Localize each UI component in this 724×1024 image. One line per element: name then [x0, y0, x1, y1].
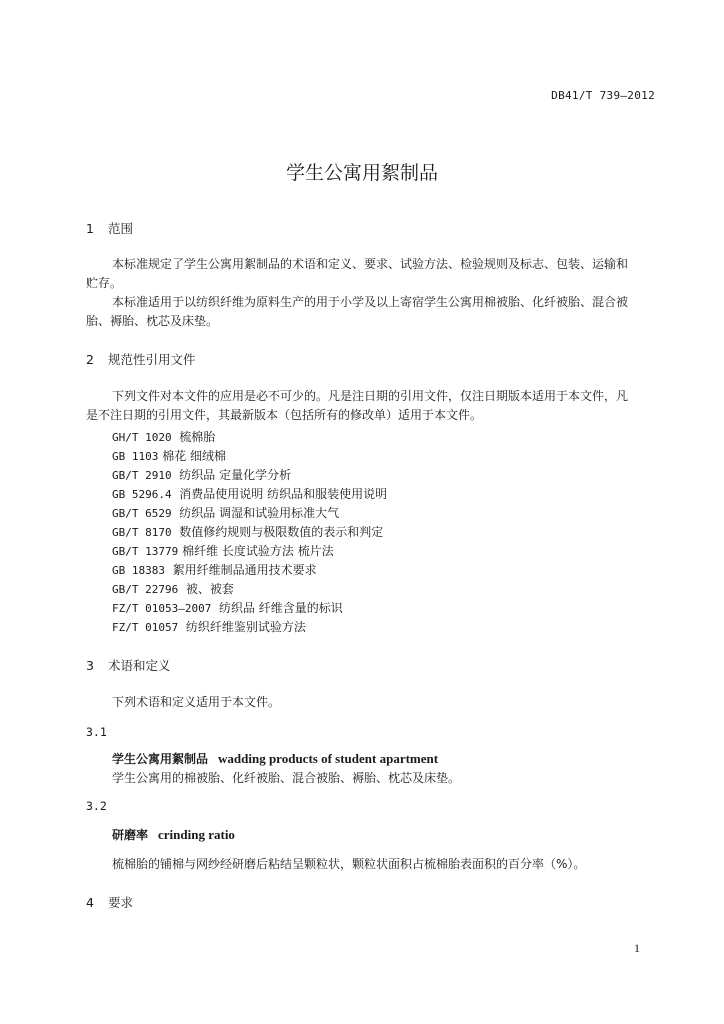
reference-item: GB 1103 棉花 细绒棉	[112, 449, 227, 463]
term-number: 3.2	[86, 799, 107, 813]
section-title: 要求	[108, 895, 134, 910]
reference-item: FZ/T 01053—2007 纺织品 纤维含量的标识	[112, 601, 343, 615]
term-en: crinding ratio	[158, 827, 235, 842]
scope-paragraph-2	[86, 293, 656, 331]
reference-item: GB/T 13779 棉纤维 长度试验方法 梳片法	[112, 544, 334, 558]
term-definition: 梳棉胎的铺棉与网纱经研磨后粘结呈颗粒状，颗粒状面积占梳棉胎表面积的百分率（%）。	[112, 857, 586, 871]
text-line: 本标准适用于以纺织纤维为原料生产的用于小学及以上寄宿学生公寓用棉被胎、化纤被胎、混合被	[112, 295, 629, 309]
page-number: 1	[634, 941, 640, 955]
term-zh: 学生公寓用絮制品	[112, 752, 209, 766]
section-number: 2	[86, 352, 94, 367]
section-4-heading	[86, 893, 133, 911]
normative-intro	[86, 387, 656, 425]
section-title: 规范性引用文件	[108, 352, 196, 367]
text-line: 本标准规定了学生公寓用絮制品的术语和定义、要求、试验方法、检验规则及标志、包装、运输和	[112, 257, 629, 271]
reference-item: GB/T 8170 数值修约规则与极限数值的表示和判定	[112, 525, 384, 539]
term-heading	[112, 750, 438, 767]
text-line: 胎、褥胎、枕芯及床垫。	[86, 314, 219, 328]
terms-intro: 下列术语和定义适用于本文件。	[112, 695, 281, 709]
term-en: wadding products of student apartment	[218, 751, 439, 766]
reference-item: FZ/T 01057 纺织纤维鉴别试验方法	[112, 620, 306, 634]
section-title: 范围	[108, 221, 134, 236]
term-zh: 研磨率	[112, 828, 149, 842]
standard-code: DB41/T 739—2012	[551, 89, 655, 102]
section-2-heading	[86, 350, 196, 368]
reference-item: GH/T 1020 梳棉胎	[112, 430, 216, 444]
reference-item: GB 5296.4 消费品使用说明 纺织品和服装使用说明	[112, 487, 388, 501]
text-line: 是不注日期的引用文件，其最新版本（包括所有的修改单）适用于本文件。	[86, 408, 483, 422]
reference-item: GB 18383 絮用纤维制品通用技术要求	[112, 563, 317, 577]
term-heading	[112, 826, 235, 843]
section-number: 3	[86, 658, 94, 673]
text-line: 贮存。	[86, 276, 123, 290]
section-number: 4	[86, 895, 94, 910]
reference-item: GB/T 22796 被、被套	[112, 582, 234, 596]
section-3-heading	[86, 656, 171, 674]
term-definition: 学生公寓用的棉被胎、化纤被胎、混合被胎、褥胎、枕芯及床垫。	[112, 771, 461, 785]
section-number: 1	[86, 221, 94, 236]
scope-paragraph-1	[86, 255, 656, 293]
reference-item: GB/T 2910 纺织品 定量化学分析	[112, 468, 292, 482]
reference-item: GB/T 6529 纺织品 调湿和试验用标准大气	[112, 506, 340, 520]
section-1-heading	[86, 219, 133, 237]
document-title: 学生公寓用絮制品	[285, 162, 438, 184]
term-number: 3.1	[86, 725, 107, 739]
section-title: 术语和定义	[108, 658, 171, 673]
text-line: 下列文件对本文件的应用是必不可少的。凡是注日期的引用文件，仅注日期版本适用于本文件，凡	[112, 389, 629, 403]
